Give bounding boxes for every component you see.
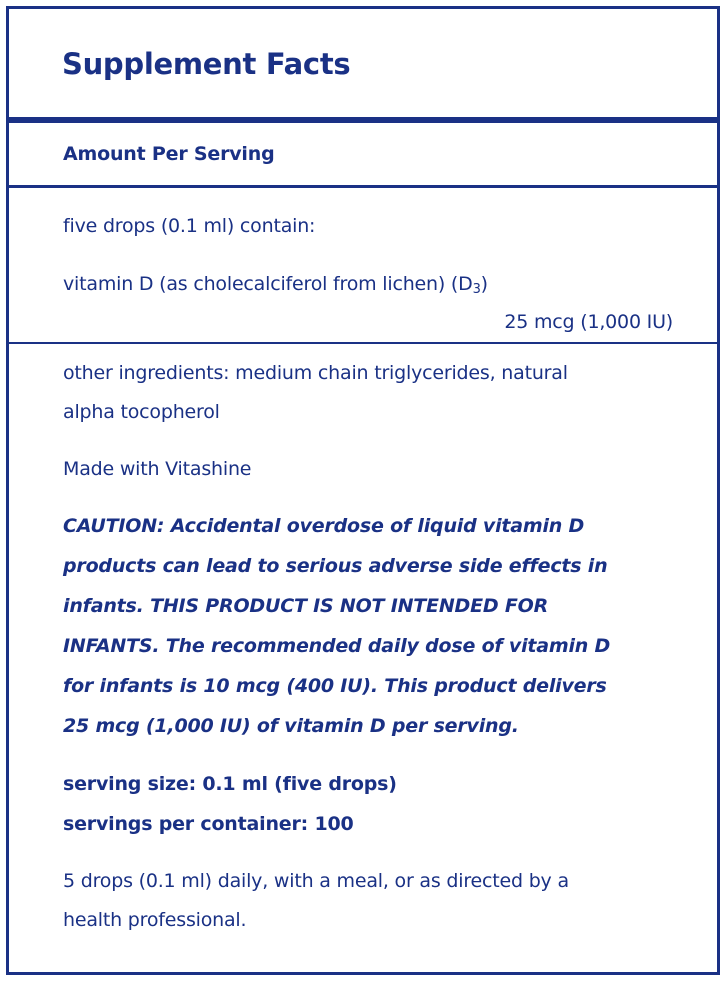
caution-line: CAUTION: Accidental overdose of liquid vitamin D: [63, 515, 585, 537]
ingredient-amount: 25 mcg (1,000 IU): [504, 311, 673, 333]
caution-line: products can lead to serious adverse side effects in: [63, 555, 608, 577]
supplement-facts-panel: [6, 6, 720, 975]
thick-divider: [9, 117, 717, 123]
directions-line: 5 drops (0.1 ml) daily, with a meal, or as directed by a: [63, 870, 569, 892]
serving-intro: five drops (0.1 ml) contain:: [63, 215, 316, 237]
other-ingredients-line: other ingredients: medium chain triglycerides, natural: [63, 362, 568, 384]
divider: [9, 185, 717, 188]
caution-line: 25 mcg (1,000 IU) of vitamin D per serving.: [63, 715, 519, 737]
panel-title: Supplement Facts: [62, 47, 351, 81]
caution-line: INFANTS. The recommended daily dose of vitamin D: [63, 635, 611, 657]
thin-divider: [9, 342, 717, 344]
made-with: Made with Vitashine: [63, 458, 252, 480]
servings-per-container: servings per container: 100: [63, 813, 354, 835]
amount-per-serving-header: Amount Per Serving: [63, 143, 275, 165]
directions-line: health professional.: [63, 909, 247, 931]
other-ingredients-line: alpha tocopherol: [63, 401, 220, 423]
ingredient-name: vitamin D (as cholecalciferol from lichen) $(D_3)$: [63, 273, 488, 297]
caution-line: infants. THIS PRODUCT IS NOT INTENDED FOR: [63, 595, 549, 617]
serving-size: serving size: 0.1 ml (five drops): [63, 773, 397, 795]
caution-line: for infants is 10 mcg (400 IU). This product delivers: [63, 675, 607, 697]
